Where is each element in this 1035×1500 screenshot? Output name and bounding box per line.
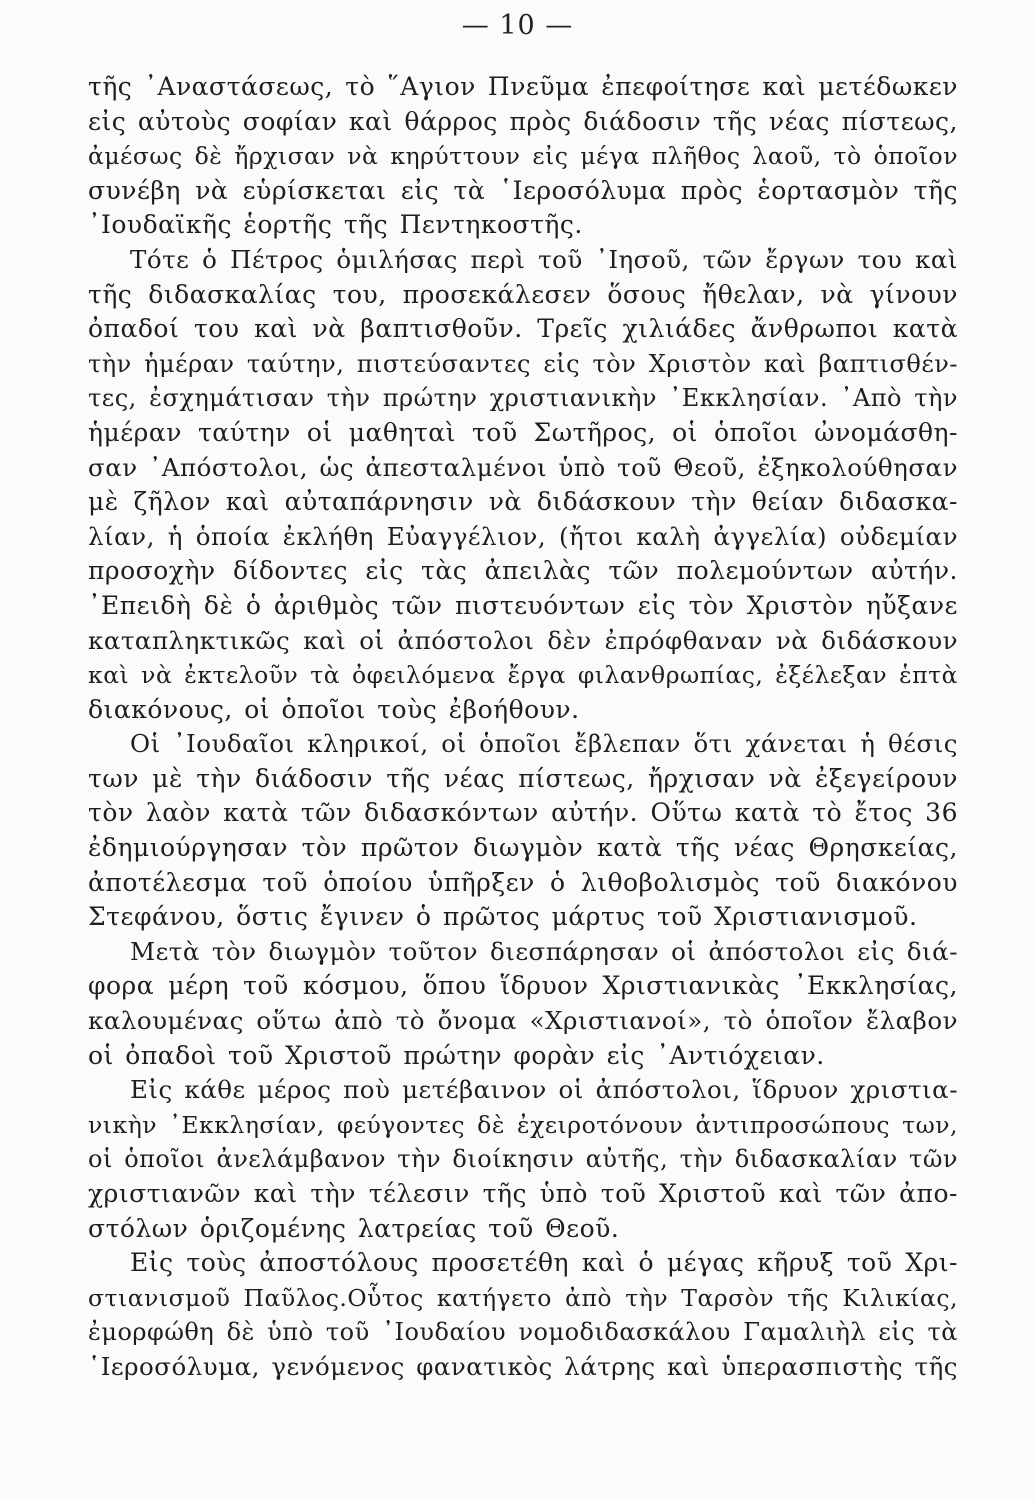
text-line: φορα μέρη τοῦ κόσμου, ὅπου ἵδρυον Χριστιανικὰς ᾿Εκκλησίας, [88, 971, 958, 1001]
text-line: οἱ ὁποῖοι ἀνελάμβανον τὴν διοίκησιν αὐτῆς, τὴν διδασκαλίαν τῶν [88, 1145, 958, 1174]
text-line: ῾Ιεροσόλυμα, γενόμενος φανατικὸς λάτρης καὶ ὑπερασπιστὴς τῆς [88, 1351, 958, 1381]
text-line: ἀμέσως δὲ ἤρχισαν νὰ κηρύττουν εἰς μέγα πλῆθος λαοῦ, τὸ ὁποῖον [88, 142, 958, 171]
text-line: καταπληκτικῶς καὶ οἱ ἀπόστολοι δὲν ἐπρόφθαναν νὰ διδάσκουν [88, 625, 958, 655]
text-line: συνέβη νὰ εὑρίσκεται εἰς τὰ ῾Ιεροσόλυμα πρὸς ἑορτασμὸν τῆς [88, 175, 958, 205]
paragraph-4 [88, 935, 958, 1073]
text-line: Εἰς τοὺς ἀποστόλους προσετέθη καὶ ὁ μέγας κῆρυξ τοῦ Χρι- [130, 1248, 958, 1278]
text-line: μὲ ζῆλον καὶ αὐταπάρνησιν νὰ διδάσκουν τὴν θείαν διδασκα- [88, 487, 958, 517]
text-line: νικὴν ᾿Εκκλησίαν, φεύγοντες δὲ ἐχειροτόνουν ἀντιπροσώπους των, [88, 1110, 958, 1139]
text-line: εἰς αὐτοὺς σοφίαν καὶ θάρρος πρὸς διάδοσιν τῆς νέας πίστεως, [88, 106, 958, 136]
paragraph-2 [88, 243, 958, 727]
text-line: Στεφάνου, ὅστις ἔγινεν ὁ πρῶτος μάρτυς τοῦ Χριστιανισμοῦ. [88, 902, 918, 932]
text-line: Εἰς κάθε μέρος ποὺ μετέβαινον οἱ ἀπόστολοι, ἵδρυον χριστια- [130, 1075, 958, 1105]
text-line: Οἱ ᾿Ιουδαῖοι κληρικοί, οἱ ὁποῖοι ἔβλεπαν ὅτι χάνεται ἡ θέσις [130, 729, 958, 759]
text-line: οἱ ὀπαδοὶ τοῦ Χριστοῦ πρώτην φορὰν εἰς ᾿Αντιόχειαν. [88, 1040, 825, 1070]
text-line: ἐμορφώθη δὲ ὑπὸ τοῦ ᾿Ιουδαίου νομοδιδασκάλου Γαμαλιὴλ εἰς τὰ [88, 1318, 958, 1347]
text-line: των μὲ τὴν διάδοσιν τῆς νέας πίστεως, ἤρχισαν νὰ ἐξεγείρουν [88, 763, 958, 793]
text-line: στόλων ὁριζομένης λατρείας τοῦ Θεοῦ. [88, 1213, 620, 1243]
paragraph-3 [88, 727, 958, 935]
text-line: προσοχὴν δίδοντες εἰς τὰς ἀπειλὰς τῶν πολεμούντων αὐτήν. [88, 556, 958, 586]
text-line: χριστιανῶν καὶ τὴν τέλεσιν τῆς ὑπὸ τοῦ Χριστοῦ καὶ τῶν ἀπο- [88, 1179, 958, 1208]
page-number: — 10 — [461, 10, 574, 41]
paragraph-6 [88, 1246, 958, 1384]
text-line: στιανισμοῦ Παῦλος.Οὗτος κατήγετο ἀπὸ τὴν Ταρσὸν τῆς Κιλικίας, [88, 1283, 958, 1312]
text-line: τὴν ἡμέραν ταύτην, πιστεύσαντες εἰς τὸν Χριστὸν καὶ βαπτισθέν- [88, 349, 958, 378]
text-line: ὀπαδοί του καὶ νὰ βαπτισθοῦν. Τρεῖς χιλιάδες ἄνθρωποι κατὰ [88, 314, 958, 344]
body-text [88, 70, 958, 1385]
text-line: τῆς ᾿Αναστάσεως, τὸ ῞Αγιον Πνεῦμα ἐπεφοίτησε καὶ μετέδωκεν [88, 72, 958, 101]
text-line: τῆς διδασκαλίας του, προσεκάλεσεν ὅσους ἤθελαν, νὰ γίνουν [88, 279, 958, 309]
text-line: Μετὰ τὸν διωγμὸν τοῦτον διεσπάρησαν οἱ ἀπόστολοι εἰς διά- [130, 936, 958, 966]
text-line: ἐδημιούργησαν τὸν πρῶτον διωγμὸν κατὰ τῆς νέας Θρησκείας, [88, 833, 958, 863]
text-line: λίαν, ἡ ὁποία ἐκλήθη Εὐαγγέλιον, (ἤτοι καλὴ ἀγγελία) οὐδεμίαν [88, 521, 958, 551]
text-line: τὸν λαὸν κατὰ τῶν διδασκόντων αὐτήν. Οὕτω κατὰ τὸ ἔτος 36 [88, 798, 958, 828]
paragraph-5 [88, 1073, 958, 1246]
text-line: Τότε ὁ Πέτρος ὁμιλήσας περὶ τοῦ ᾿Ιησοῦ, τῶν ἔργων του καὶ [130, 244, 958, 274]
text-line: τες, ἐσχημάτισαν τὴν πρώτην χριστιανικὴν ᾿Εκκλησίαν. ᾿Απὸ τὴν [88, 384, 958, 413]
text-line: ἀποτέλεσμα τοῦ ὁποίου ὑπῆρξεν ὁ λιθοβολισμὸς τοῦ διακόνου [88, 867, 958, 897]
text-line: ἡμέραν ταύτην οἱ μαθηταὶ τοῦ Σωτῆρος, οἱ ὁποῖοι ὠνομάσθη- [88, 417, 958, 447]
text-line: ᾿Ιουδαϊκῆς ἑορτῆς τῆς Πεντηκοστῆς. [88, 210, 583, 240]
text-line: καλουμένας οὕτω ἀπὸ τὸ ὄνομα «Χριστιανοί», τὸ ὁποῖον ἔλαβον [88, 1006, 958, 1036]
text-line: σαν ᾿Απόστολοι, ὡς ἀπεσταλμένοι ὑπὸ τοῦ Θεοῦ, ἐξηκολούθησαν [88, 452, 958, 482]
text-line: καὶ νὰ ἐκτελοῦν τὰ ὀφειλόμενα ἔργα φιλανθρωπίας, ἐξέλεξαν ἑπτὰ [88, 661, 958, 690]
text-line: ᾿Επειδὴ δὲ ὁ ἀριθμὸς τῶν πιστευόντων εἰς τὸν Χριστὸν ηὔξανε [88, 590, 958, 620]
text-line: διακόνους, οἱ ὁποῖοι τοὺς ἐβοήθουν. [88, 694, 580, 724]
paragraph-1 [88, 70, 958, 243]
